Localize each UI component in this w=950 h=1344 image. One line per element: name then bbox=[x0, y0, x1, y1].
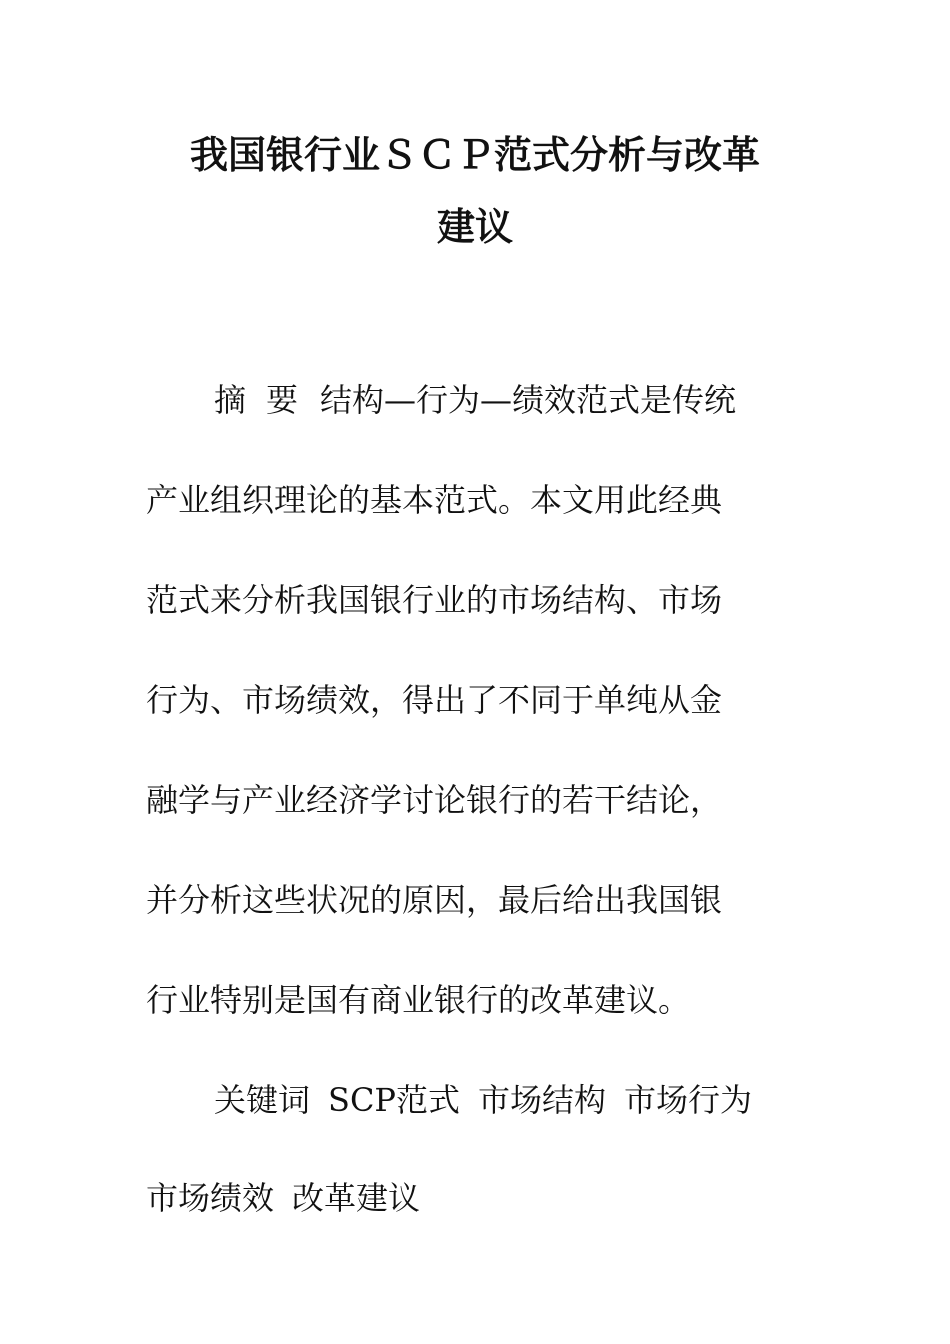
keywords-second-line bbox=[146, 1176, 786, 1220]
abstract-line: 行业特别是国有商业银行的改革建议。 bbox=[146, 981, 691, 1019]
keyword-item: 市场结构 bbox=[477, 1081, 606, 1119]
abstract-line: 融学与产业经济学讨论银行的若干结论， bbox=[146, 781, 723, 819]
keyword-item: 市场行为 bbox=[623, 1081, 752, 1119]
keyword-item: 改革建议 bbox=[292, 1179, 421, 1217]
abstract-label-char-1: 摘 bbox=[214, 381, 267, 419]
abstract-line: 行为、市场绩效，得出了不同于单纯从金 bbox=[146, 681, 723, 719]
abstract-line: 范式来分析我国银行业的市场结构、市场 bbox=[146, 581, 723, 619]
abstract-line: 结构—行为—绩效范式是传统 bbox=[320, 381, 737, 419]
abstract-line: 并分析这些状况的原因，最后给出我国银 bbox=[146, 881, 723, 919]
abstract-first-line bbox=[214, 378, 854, 422]
document-title-line-1: 我国银行业ＳＣＰ范式分析与改革 bbox=[189, 132, 760, 177]
abstract-line: 产业组织理论的基本范式。本文用此经典 bbox=[146, 481, 723, 519]
abstract-label-char-2: 要 bbox=[266, 381, 299, 419]
keywords-first-line bbox=[214, 1078, 854, 1122]
document-title-line-2: 建议 bbox=[436, 204, 513, 249]
keyword-item: SCP范式 bbox=[328, 1081, 460, 1119]
keywords-label: 关键词 bbox=[214, 1081, 311, 1119]
keyword-item: 市场绩效 bbox=[146, 1179, 275, 1217]
